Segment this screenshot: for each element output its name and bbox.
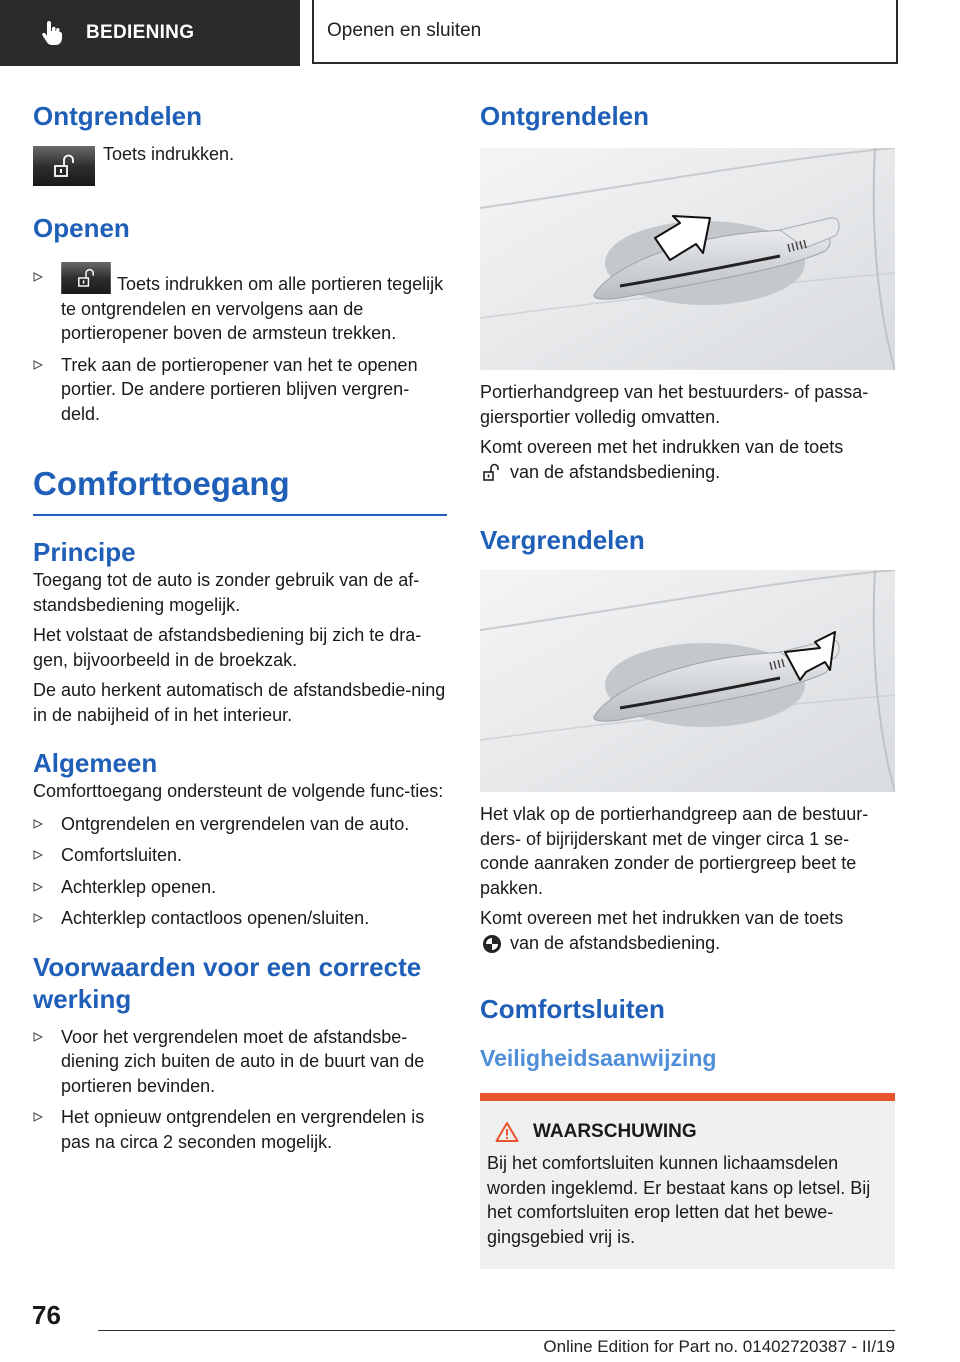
list-item-text: Achterklep openen. bbox=[61, 876, 217, 897]
paragraph: De auto herkent automatisch de afstandsbedie-ning in de nabijheid of in het interieur. bbox=[33, 680, 446, 725]
requirements-list bbox=[33, 1025, 447, 1155]
list-item-text: Ontgrendelen en vergrendelen van de auto. bbox=[61, 813, 410, 834]
comfort-heading: Comforttoegang bbox=[33, 465, 290, 502]
list-item-text: Voor het vergrendelen moet de afstandsbe-diening zich buiten de auto in de buurt van de portieren bevinden. bbox=[61, 1026, 425, 1096]
paragraph: Toegang tot de auto is zonder gebruik van de af-standsbediening mogelijk. bbox=[33, 570, 420, 615]
unlock-caption: Portierhandgreep van het bestuurders- of passa-giersportier volledig omvatten. bbox=[480, 382, 869, 427]
list-item bbox=[33, 875, 447, 900]
triangle-bullet-icon bbox=[33, 1032, 43, 1042]
footer-divider bbox=[98, 1330, 895, 1331]
paragraph: Het volstaat de afstandsbediening bij zich te dra-gen, bijvoorbeeld in de broekzak. bbox=[33, 625, 422, 670]
open-heading: Openen bbox=[33, 213, 130, 243]
unlock-heading: Ontgrendelen bbox=[33, 101, 203, 131]
list-item bbox=[33, 906, 447, 931]
list-item bbox=[33, 1025, 447, 1099]
left-column bbox=[33, 100, 447, 1161]
warning-title: WAARSCHUWING bbox=[533, 1121, 697, 1142]
unlock-button-icon bbox=[33, 146, 95, 186]
list-item bbox=[33, 812, 447, 837]
triangle-bullet-icon bbox=[33, 882, 43, 892]
hand-pointer-icon bbox=[40, 19, 64, 47]
door-handle-unlock-photo bbox=[480, 148, 895, 370]
principle-heading: Principe bbox=[33, 537, 136, 567]
list-item-text: Comfortsluiten. bbox=[61, 845, 183, 865]
list-item-text: Toets indrukken om alle portieren tegelijk te ontgrendelen en vervolgens aan de portieropener boven de armsteun trekken. bbox=[61, 274, 444, 343]
right-column bbox=[480, 100, 895, 1269]
edition-text: Online Edition for Part no. 01402720387 - II/19 bbox=[543, 1337, 895, 1356]
warning-triangle-icon bbox=[495, 1121, 519, 1143]
unlock-heading: Ontgrendelen bbox=[480, 101, 650, 131]
triangle-bullet-icon bbox=[33, 819, 43, 829]
list-item bbox=[33, 1105, 447, 1154]
requirements-heading: Voorwaarden voor een correcte werking bbox=[33, 951, 422, 1014]
open-list bbox=[33, 262, 447, 426]
general-list bbox=[33, 812, 447, 931]
list-item-text: Het opnieuw ontgrendelen en vergrendelen is pas na circa 2 seconden mogelijk. bbox=[61, 1107, 425, 1152]
lock-caption: Het vlak op de portierhandgreep aan de bestuur-ders- of bijrijderskant met de vinger circa 1 se-conde aanraken zonder de portiergreep beet te pakken. bbox=[480, 804, 869, 898]
heading-divider bbox=[33, 514, 447, 516]
chapter-title: Openen en sluiten bbox=[327, 20, 482, 41]
warning-box bbox=[480, 1093, 895, 1269]
triangle-bullet-icon bbox=[33, 360, 43, 370]
list-item bbox=[33, 843, 447, 868]
unlock-instruction bbox=[33, 146, 447, 186]
comfort-close-heading: Comfortsluiten bbox=[480, 994, 665, 1024]
triangle-bullet-icon bbox=[33, 850, 43, 860]
chapter-tab bbox=[312, 0, 898, 64]
triangle-bullet-icon bbox=[33, 272, 43, 282]
page-header bbox=[0, 0, 960, 66]
warning-top-bar bbox=[480, 1093, 895, 1101]
lock-remote-text: Komt overeen met het indrukken van de toets van de afstandsbediening. bbox=[480, 908, 844, 953]
page-number: 76 bbox=[32, 1300, 61, 1330]
warning-text: Bij het comfortsluiten kunnen lichaamsdelen worden ingeklemd. Er bestaat kans op letsel. Bij het comfortsluiten erop letten dat het bewe-gingsgebied vrij is. bbox=[487, 1153, 871, 1247]
list-item bbox=[33, 353, 447, 427]
warning-header bbox=[487, 1121, 887, 1143]
section-tab bbox=[0, 0, 300, 66]
lock-heading: Vergrendelen bbox=[480, 525, 645, 555]
safety-heading: Veiligheidsaanwijzing bbox=[480, 1045, 717, 1071]
door-handle-lock-photo bbox=[480, 570, 895, 792]
list-item-text: Achterklep contactloos openen/sluiten. bbox=[61, 908, 370, 928]
section-title: BEDIENING bbox=[86, 22, 195, 43]
unlock-remote-text: Komt overeen met het indrukken van de toets van de afstandsbediening. bbox=[480, 437, 844, 482]
unlock-icon bbox=[482, 463, 502, 483]
unlock-text: Toets indrukken. bbox=[103, 144, 235, 164]
list-item-text: Trek aan de portieropener van het te openen portier. De andere portieren blijven vergren-deld. bbox=[61, 354, 418, 424]
list-item bbox=[33, 262, 447, 346]
bmw-logo-icon bbox=[482, 934, 502, 954]
paragraph: Comforttoegang ondersteunt de volgende func-ties: bbox=[33, 781, 444, 801]
general-heading: Algemeen bbox=[33, 748, 158, 778]
triangle-bullet-icon bbox=[33, 1112, 43, 1122]
unlock-button-icon bbox=[61, 262, 111, 294]
triangle-bullet-icon bbox=[33, 913, 43, 923]
